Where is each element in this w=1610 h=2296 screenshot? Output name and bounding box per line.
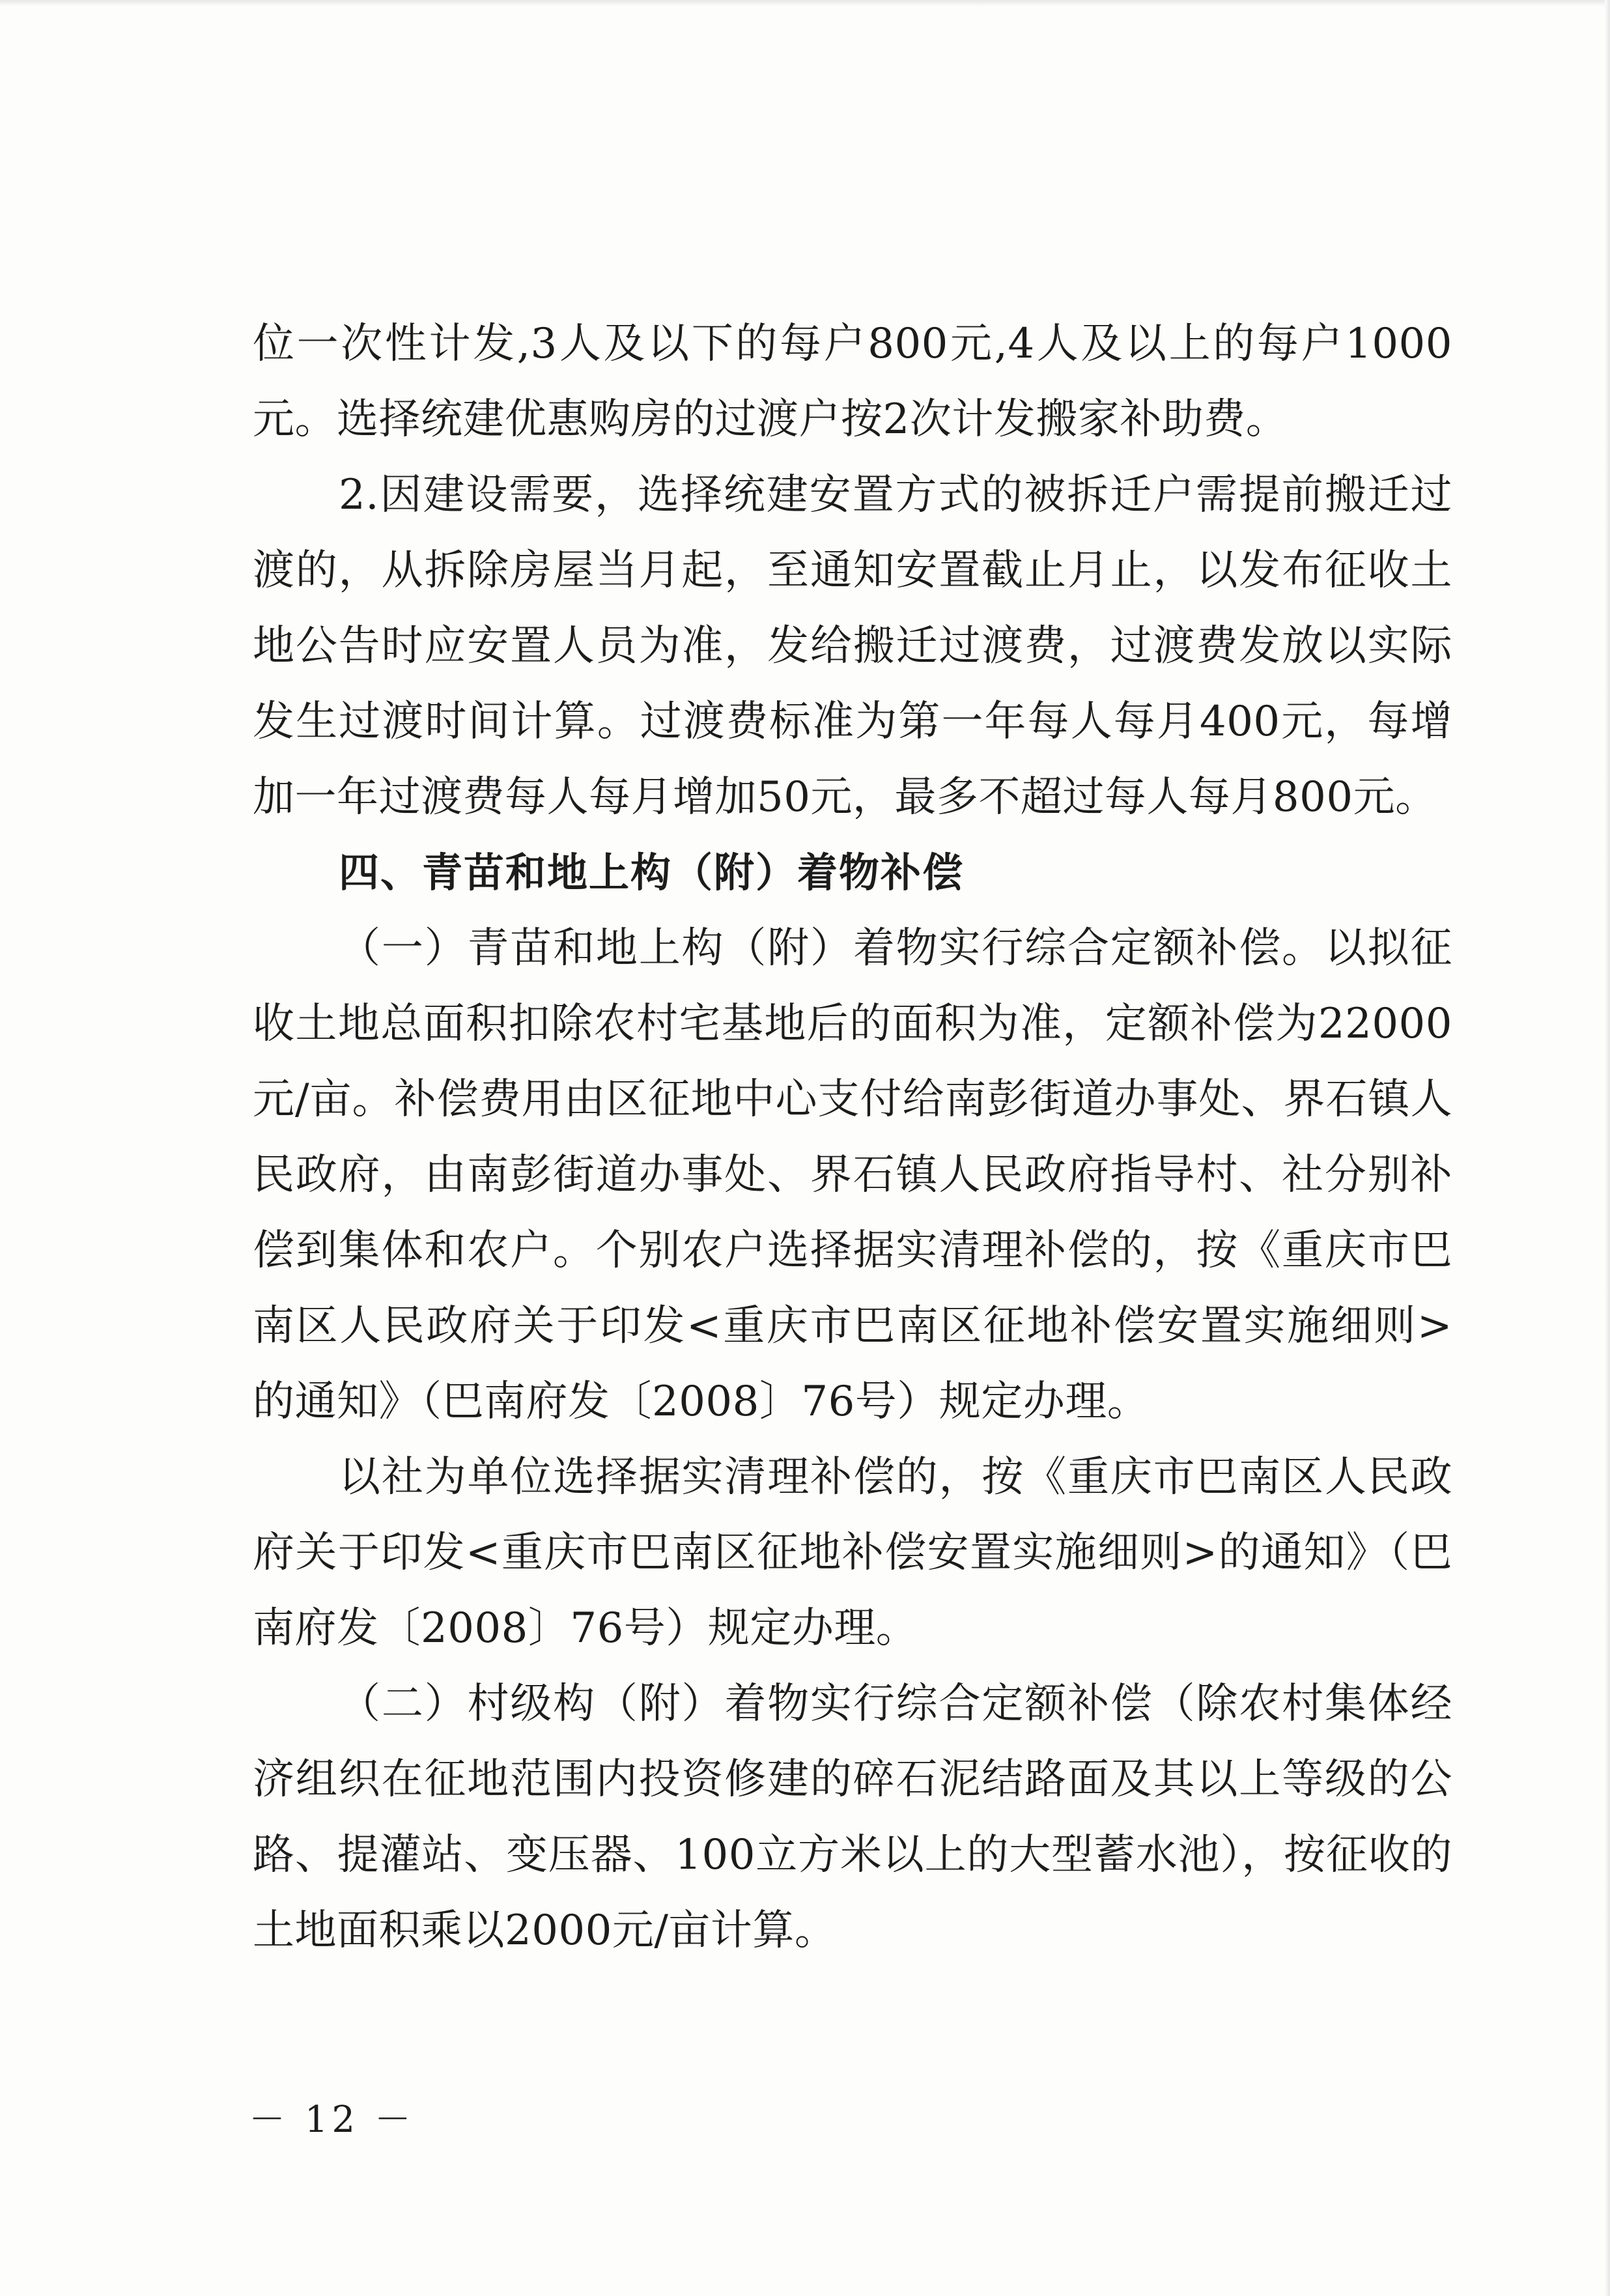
paragraph-village-attachments-compensation: （二）村级构（附）着物实行综合定额补偿（除农村集体经济组织在征地范围内投资修建的碎石泥结路面及其以上等级的公路、提灌站、变压器、100立方米以上的大型蓄水池），按征收的土地面积乘以2000元/亩计算。 (253, 1680, 1452, 1955)
scan-edge-top (0, 0, 1610, 7)
scan-edge-right (1605, 0, 1610, 2296)
paragraph-relocation-subsidy: 位一次性计发,3人及以下的每户800元,4人及以上的每户1000元。选择统建优惠购房的过渡户按2次计发搬家补助费。 (253, 320, 1452, 444)
page-number: － 12 － (249, 2099, 415, 2141)
paragraph-transition-fee: 2.因建设需要，选择统建安置方式的被拆迁户需提前搬迁过渡的，从拆除房屋当月起，至通知安置截止月止，以发布征收土地公告时应安置人员为准，发给搬迁过渡费，过渡费发放以实际发生过渡时间计算。过渡费标准为第一年每人每月400元，每增加一年过渡费每人每月增加50元，最多不超过每人每月800元。 (253, 471, 1452, 821)
paragraph-crops-fixed-compensation: （一）青苗和地上构（附）着物实行综合定额补偿。以拟征收土地总面积扣除农村宅基地后的面积为准，定额补偿为22000元/亩。补偿费用由区征地中心支付给南彭街道办事处、界石镇人民政府，由南彭街道办事处、界石镇人民政府指导村、社分别补偿到集体和农户。个别农户选择据实清理补偿的，按《重庆市巴南区人民政府关于印发<重庆市巴南区征地补偿安置实施细则>的通知》（巴南府发〔2008〕76号）规定办理。 (253, 924, 1452, 1426)
paragraph-community-actual-clearance: 以社为单位选择据实清理补偿的，按《重庆市巴南区人民政府关于印发<重庆市巴南区征地补偿安置实施细则>的通知》（巴南府发〔2008〕76号）规定办理。 (253, 1453, 1452, 1652)
section-heading-crops-compensation: 四、青苗和地上构（附）着物补偿 (339, 849, 965, 896)
document-body (253, 306, 1452, 1968)
